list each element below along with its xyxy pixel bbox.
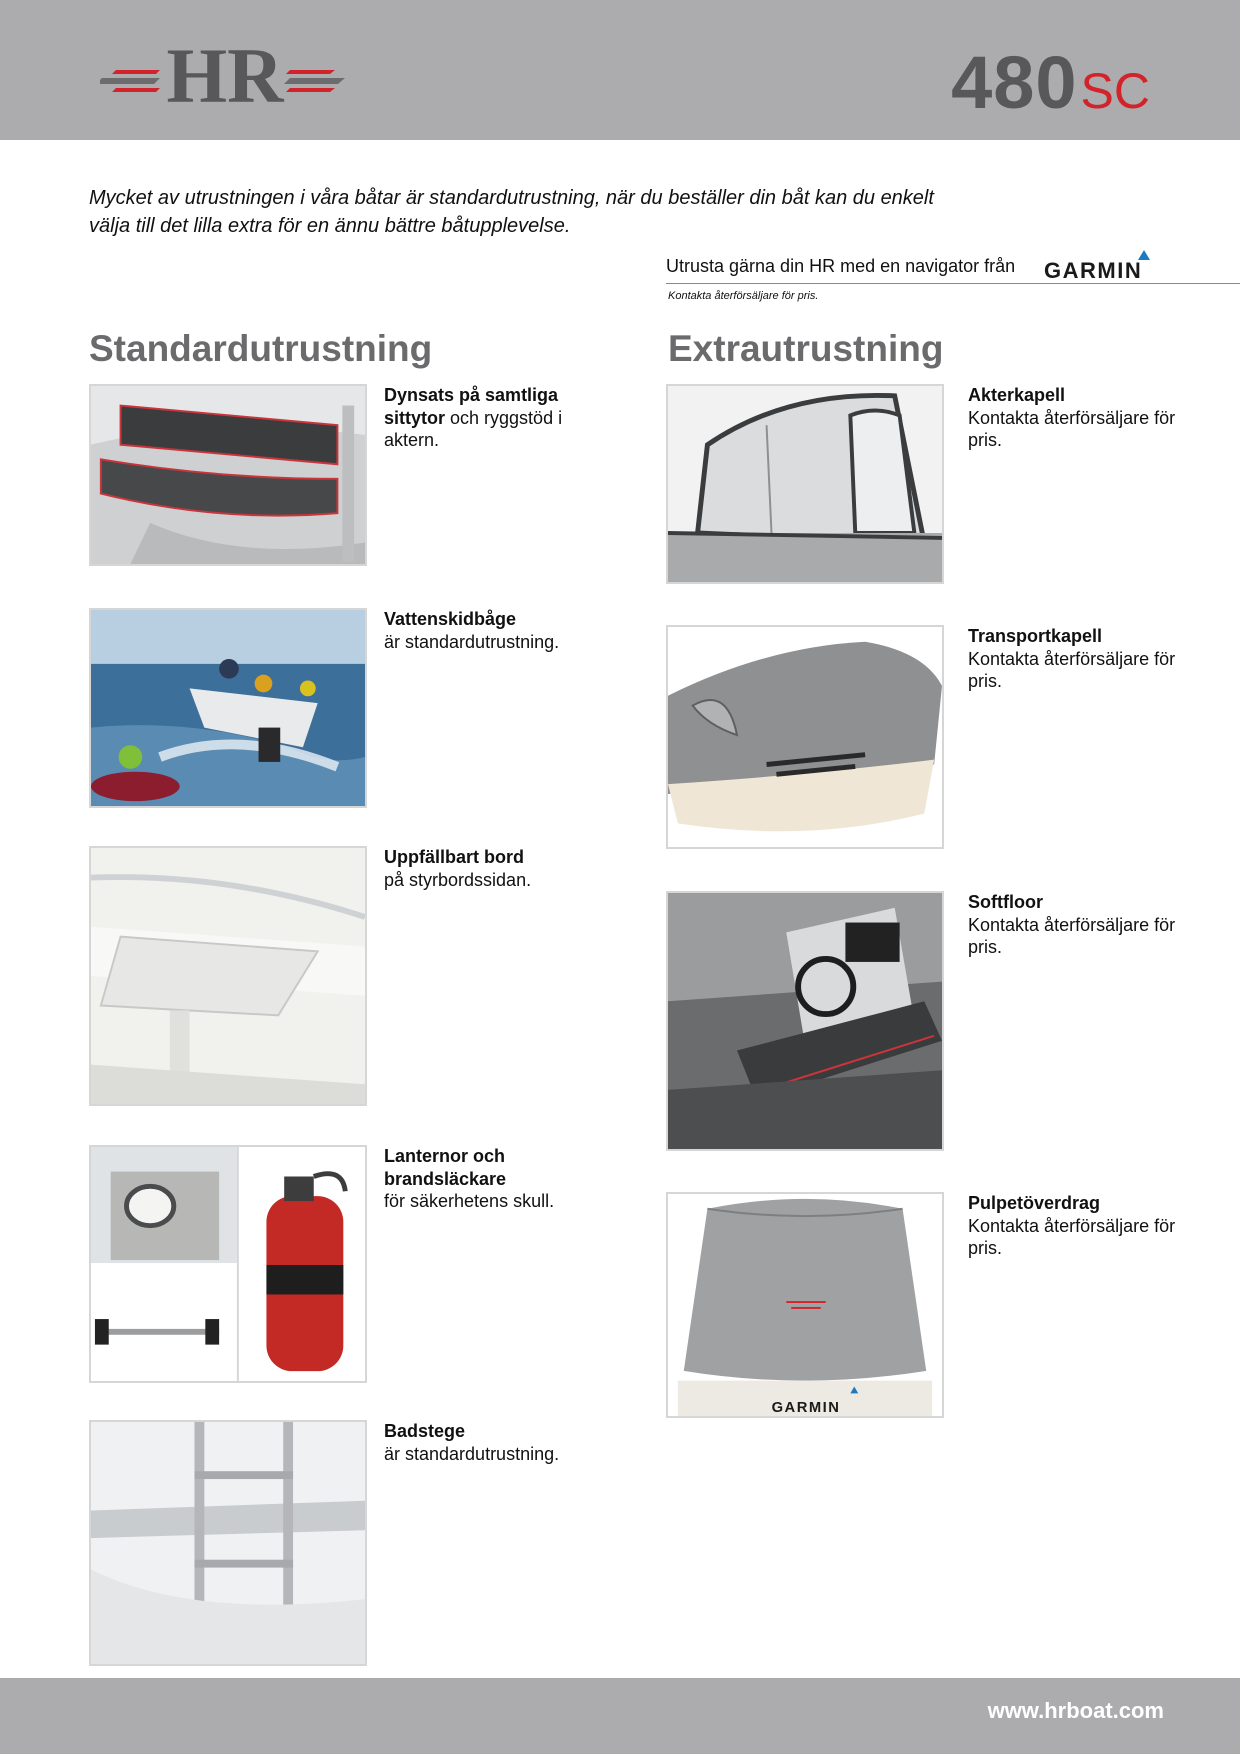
softfloor-photo [666, 891, 944, 1151]
svg-text:GARMIN: GARMIN [771, 1400, 841, 1416]
item-console-cover-text: Pulpetöverdrag Kontakta återförsäljare för pris. [968, 1193, 1176, 1258]
extra-equipment-heading: Extrautrustning [668, 328, 944, 369]
item-softfloor-text: Softfloor Kontakta återförsäljare för pris. [968, 892, 1176, 957]
standard-equipment-heading: Standardutrustning [89, 328, 433, 369]
svg-text:GARMIN: GARMIN [1044, 258, 1143, 282]
aft-canopy-photo [666, 384, 944, 584]
model-number: 480 [951, 41, 1078, 124]
item-aft-canopy-text: Akterkapell Kontakta återförsäljare för pris. [968, 385, 1176, 450]
item-ski-bar-text: Vattenskidbåge är standardutrustning. [384, 609, 560, 652]
ladder-photo [89, 1420, 367, 1666]
garmin-promo [666, 248, 1240, 284]
garmin-logo [1040, 248, 1170, 282]
item-ladder-text: Badstege är standardutrustning. [384, 1421, 560, 1464]
item-lights-text: Lanternor och brandsläckare för säkerhetens skull. [384, 1146, 555, 1211]
item-transport-cover-text: Transportkapell Kontakta återförsäljare för pris. [968, 626, 1176, 691]
model-suffix: SC [1080, 63, 1150, 119]
folding-table-photo [89, 846, 367, 1106]
model-name [951, 40, 1150, 124]
seat-cushion-photo [89, 384, 367, 566]
lights-extinguisher-photo [89, 1145, 367, 1383]
garmin-price-note: Kontakta återförsäljare för pris. [668, 290, 819, 302]
svg-text:HR: HR [166, 38, 284, 108]
website-link[interactable]: www.hrboat.com [987, 1698, 1164, 1723]
item-seat-cushions-text: Dynsats på samtliga sittytor och ryggstöd i aktern. [384, 385, 563, 450]
item-table-text: Uppfällbart bord på styrbordssidan. [384, 847, 532, 890]
footer-bar [0, 1678, 1240, 1754]
transport-cover-photo [666, 625, 944, 849]
intro-text: Mycket av utrustningen i våra båtar är standardutrustning, när du beställer din båt kan du enkelt välja till det lilla extra för en ännu bättre båtupplevelse. [89, 187, 934, 237]
header-bar [0, 0, 1240, 140]
hr-logo [100, 38, 350, 108]
garmin-promo-text: Utrusta gärna din HR med en navigator från [666, 256, 1016, 276]
boat-tubing-photo [89, 608, 367, 808]
console-cover-photo [666, 1192, 944, 1418]
